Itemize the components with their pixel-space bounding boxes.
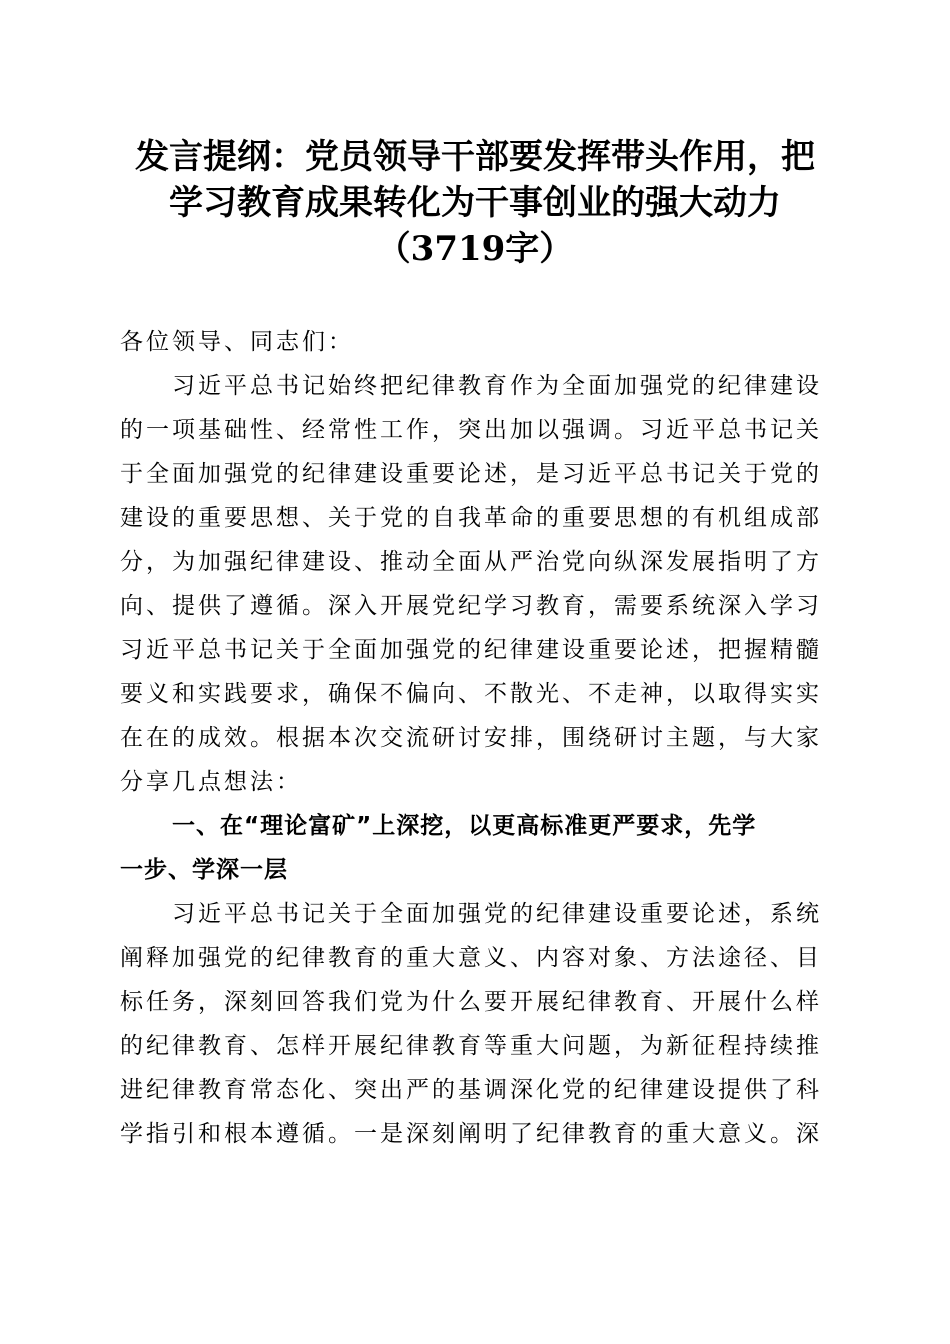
paragraph-line: 向、提供了遵循。深入开展党纪学习教育，需要系统深入学习 bbox=[120, 593, 822, 619]
paragraph-line: 习近平总书记关于全面加强党的纪律建设重要论述，系统 bbox=[172, 901, 822, 927]
intro-paragraph bbox=[120, 364, 832, 804]
paragraph-line: 的一项基础性、经常性工作，突出加以强调。习近平总书记关 bbox=[120, 417, 822, 443]
title-line-3: （3719字） bbox=[376, 229, 574, 269]
paragraph-line: 的纪律教育、怎样开展纪律教育等重大问题，为新征程持续推 bbox=[120, 1033, 822, 1059]
salutation: 各位领导、同志们： bbox=[120, 329, 354, 355]
paragraph-line: 习近平总书记关于全面加强党的纪律建设重要论述，把握精髓 bbox=[120, 637, 822, 663]
section-heading-1 bbox=[120, 804, 832, 892]
section-1-paragraph bbox=[120, 892, 832, 1156]
title-line-1: 发言提纲：党员领导干部要发挥带头作用，把 bbox=[135, 137, 815, 177]
paragraph-line: 学指引和根本遵循。一是深刻阐明了纪律教育的重大意义。深 bbox=[120, 1121, 822, 1147]
heading-line: 一、在“理论富矿”上深挖，以更高标准更严要求，先学 bbox=[172, 813, 757, 839]
paragraph-line: 分，为加强纪律建设、推动全面从严治党向纵深发展指明了方 bbox=[120, 549, 822, 575]
paragraph-line: 于全面加强党的纪律建设重要论述，是习近平总书记关于党的 bbox=[120, 461, 822, 487]
paragraph-line: 建设的重要思想、关于党的自我革命的重要思想的有机组成部 bbox=[120, 505, 822, 531]
paragraph-line: 习近平总书记始终把纪律教育作为全面加强党的纪律建设 bbox=[172, 373, 822, 399]
paragraph-line: 标任务，深刻回答我们党为什么要开展纪律教育、开展什么样 bbox=[120, 989, 822, 1015]
paragraph-line: 进纪律教育常态化、突出严的基调深化党的纪律建设提供了科 bbox=[120, 1077, 822, 1103]
document-body bbox=[120, 320, 832, 1156]
document-title bbox=[110, 134, 840, 272]
title-line-2: 学习教育成果转化为干事创业的强大动力 bbox=[169, 183, 781, 223]
paragraph-line: 要义和实践要求，确保不偏向、不散光、不走神，以取得实实 bbox=[120, 681, 822, 707]
paragraph-line: 分享几点想法： bbox=[120, 769, 302, 795]
paragraph-line: 在在的成效。根据本次交流研讨安排，围绕研讨主题，与大家 bbox=[120, 725, 822, 751]
paragraph-line: 阐释加强党的纪律教育的重大意义、内容对象、方法途径、目 bbox=[120, 945, 822, 971]
heading-line: 一步、学深一层 bbox=[120, 857, 288, 883]
